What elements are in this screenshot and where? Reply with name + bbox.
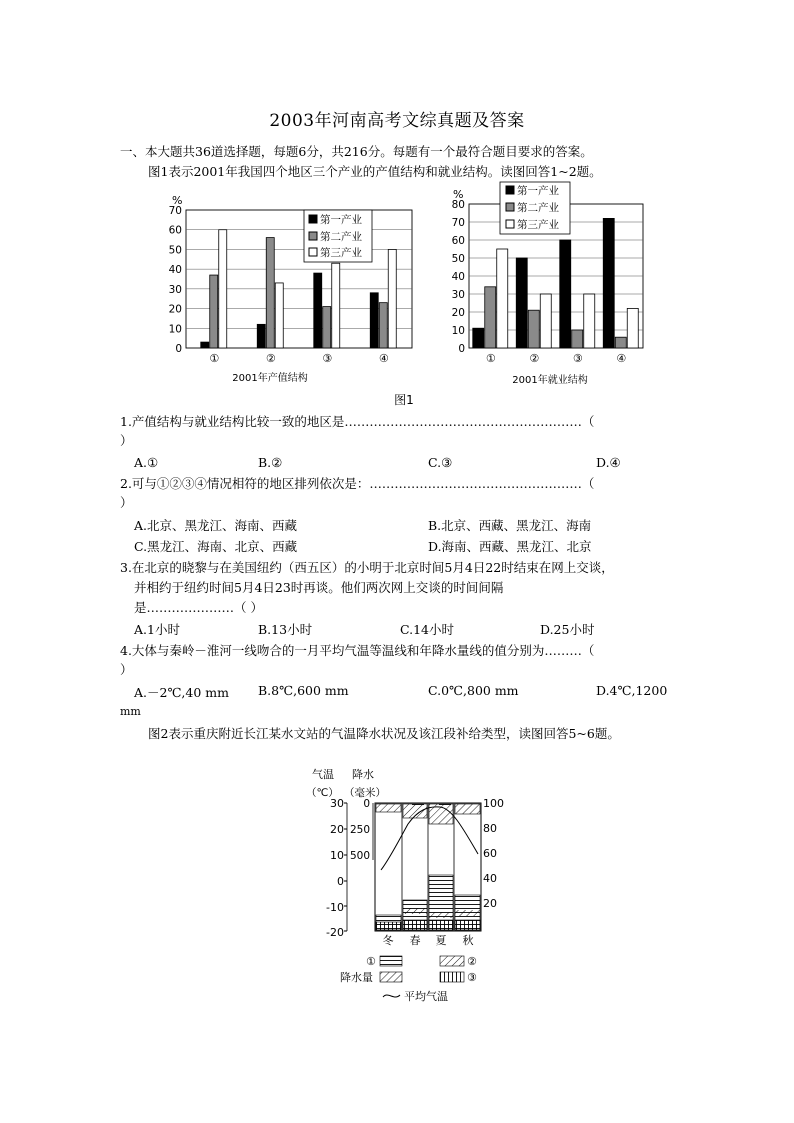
bar-2-4 [615,337,626,348]
q1-option-d: D.④ [596,455,621,470]
q2-option-c: C.黑龙江、海南、北京、西藏 [134,539,298,554]
chart-b-bars [473,218,639,348]
bar-3-4 [388,249,396,348]
q1-stem: 1.产值结构与就业结构比较一致的地区是…………………………………………………（ [120,414,595,429]
chart-a-ylabel: % [172,194,183,207]
category-label: ③ [572,352,583,365]
chart-a-categories [209,352,389,365]
chart-a-legend [304,210,372,262]
chart-a-legend-2: 第二产业 [320,231,362,243]
ytick-label: 60 [168,224,182,237]
ytick-label: 50 [168,244,182,257]
q3-stem-line2: 并相约于纽约时间5月4日23时再谈。他们两次网上交谈的时间间隔 [134,580,504,595]
ytick-label: 0 [175,343,182,355]
precip-axis [350,798,373,862]
figure1-caption: 图1 [394,393,414,407]
chart-output-structure [169,194,412,384]
q2-close: ） [120,495,133,510]
bar-3-1 [219,230,227,348]
q3-option-b: B.13小时 [258,622,313,637]
q4-option-b: B.8℃,600 mm [258,683,349,698]
bar-2-3 [572,330,583,348]
bar-3-1 [497,249,508,348]
season-summer: 夏 [435,934,447,947]
chart-employment-structure [452,182,643,386]
chart-b-legend [500,182,570,234]
right-axis [483,797,504,910]
temp-tick-20: 20 [330,823,344,836]
ytick-label: 80 [451,199,465,211]
chart-a-legend-3: 第三产业 [320,247,362,259]
bar-2-2 [266,238,274,348]
bar-1-1 [473,328,484,348]
ytick-label: 50 [451,253,465,265]
ytick-label: 40 [168,264,182,277]
chart-a-yticks [169,205,182,355]
ytick-label: 30 [451,289,465,301]
temp-tick-m10: -10 [326,901,344,914]
category-label: ① [209,352,220,365]
temp-tick-0: 0 [337,875,344,888]
q4-option-a: A.－2℃,40 mm [134,685,229,700]
precip-label: 降水 [352,768,374,781]
page-title: 2003年河南高考文综真题及答案 [269,111,525,131]
chart-b-legend-1: 第一产业 [517,185,559,197]
chart-b-categories [486,352,627,365]
temp-tick-10: 10 [330,849,344,862]
bar-1-2 [516,258,527,348]
ytick-label: 0 [458,343,465,355]
temp-label: 气温 [312,768,334,781]
q1-option-b: B.② [258,455,283,470]
chart-b-xlabel: 2001年就业结构 [512,375,588,386]
right-tick-60: 60 [483,847,497,860]
legend-item-1: ① [366,955,376,968]
temp-axis [326,797,347,939]
figure2-legend [340,955,477,1003]
ytick-label: 40 [451,271,465,283]
section-heading: 一、本大题共36道选择题，每题6分，共216分。每题有一个最符合题目要求的答案。 [120,144,593,159]
bar-2-3 [323,307,331,348]
figure2 [0,760,794,1020]
bar-1-3 [560,240,571,348]
legend-item-2: ② [467,955,477,968]
season-winter: 冬 [382,934,394,947]
q2-stem: 2.可与①②③④情况相符的地区排列依次是：……………………………………………（ [120,476,595,491]
ytick-label: 60 [451,235,465,247]
q4-option-c: C.0℃,800 mm [428,683,519,698]
bar-3-4 [627,308,638,348]
precip-tick-250: 250 [349,824,370,836]
chart-a-xlabel: 2001年产值结构 [232,373,308,384]
legend-item-3: ③ [467,971,477,984]
season-labels [383,933,474,947]
category-label: ④ [616,352,627,365]
temp-unit: （℃） [306,787,339,799]
q4-option-d: D.4℃,1200 [596,683,668,698]
ytick-label: 70 [451,217,465,229]
chart-b-legend-2: 第二产业 [517,202,559,214]
chart-b-ylabel: % [453,188,464,201]
ytick-label: 10 [168,323,182,336]
bar-1-1 [201,342,209,348]
right-tick-40: 40 [483,872,497,885]
right-tick-80: 80 [483,822,497,835]
temp-tick-30: 30 [330,797,344,810]
ytick-label: 30 [168,283,182,296]
category-label: ② [265,352,276,365]
ytick-label: 20 [451,307,465,319]
bar-1-4 [370,293,378,348]
bar-2-4 [379,303,387,348]
q2-option-b: B.北京、西藏、黑龙江、海南 [428,518,592,533]
precip-unit: （毫米） [344,787,386,799]
category-label: ② [529,352,540,365]
bar-3-3 [332,263,340,348]
right-tick-100: 100 [483,797,504,810]
bar-2-1 [210,275,218,348]
q1-close: ） [120,433,133,448]
q3-option-c: C.14小时 [400,622,454,637]
bar-3-3 [584,294,595,348]
legend-precip-label: 降水量 [340,971,373,984]
category-label: ④ [378,352,389,365]
q4-stem: 4.大体与秦岭－淮河一线吻合的一月平均气温等温线和年降水量线的值分别为………（ [120,643,595,658]
q1-option-a: A.① [134,455,159,470]
bar-3-2 [275,283,283,348]
q2-option-a: A.北京、黑龙江、海南、西藏 [134,518,298,533]
q2-option-d: D.海南、西藏、黑龙江、北京 [428,539,592,554]
bar-2-1 [485,287,496,348]
bar-2-2 [528,310,539,348]
precip-tick-500: 500 [349,850,370,862]
bar-1-2 [257,324,265,348]
ytick-label: 70 [168,205,182,217]
bar-3-2 [540,294,551,348]
figure1 [0,180,794,410]
category-label: ① [485,352,496,365]
q4-option-d-wrap: mm [120,705,141,718]
temp-tick-m20: -20 [326,926,344,939]
right-tick-20: 20 [483,897,497,910]
season-spring: 春 [409,934,421,947]
figure2-intro: 图2表示重庆附近长江某水文站的气温降水状况及该江段补给类型，读图回答5~6题。 [148,726,620,741]
q3-stem-line3: 是…………………（ ） [134,600,263,615]
q3-option-a: A.1小时 [134,622,180,637]
bar-1-4 [603,218,614,348]
bar-1-3 [314,273,322,348]
legend-temp-line: 平均气温 [404,990,448,1003]
q4-close: ） [120,662,133,677]
ytick-label: 20 [168,303,182,316]
season-autumn: 秋 [462,934,474,947]
q3-option-d: D.25小时 [540,622,595,637]
category-label: ③ [322,352,333,365]
q3-stem-line1: 3.在北京的晓黎与在美国纽约（西五区）的小明于北京时间5月4日22时结束在网上交谈， [120,560,614,575]
precip-tick-0: 0 [363,798,370,810]
chart-b-legend-3: 第三产业 [517,219,559,231]
chart-a-legend-1: 第一产业 [320,214,362,226]
figure1-intro: 图1表示2001年我国四个地区三个产业的产值结构和就业结构。读图回答1~2题。 [148,164,602,179]
ytick-label: 10 [451,325,465,337]
chart-b-yticks [452,199,465,355]
q1-option-c: C.③ [428,455,453,470]
